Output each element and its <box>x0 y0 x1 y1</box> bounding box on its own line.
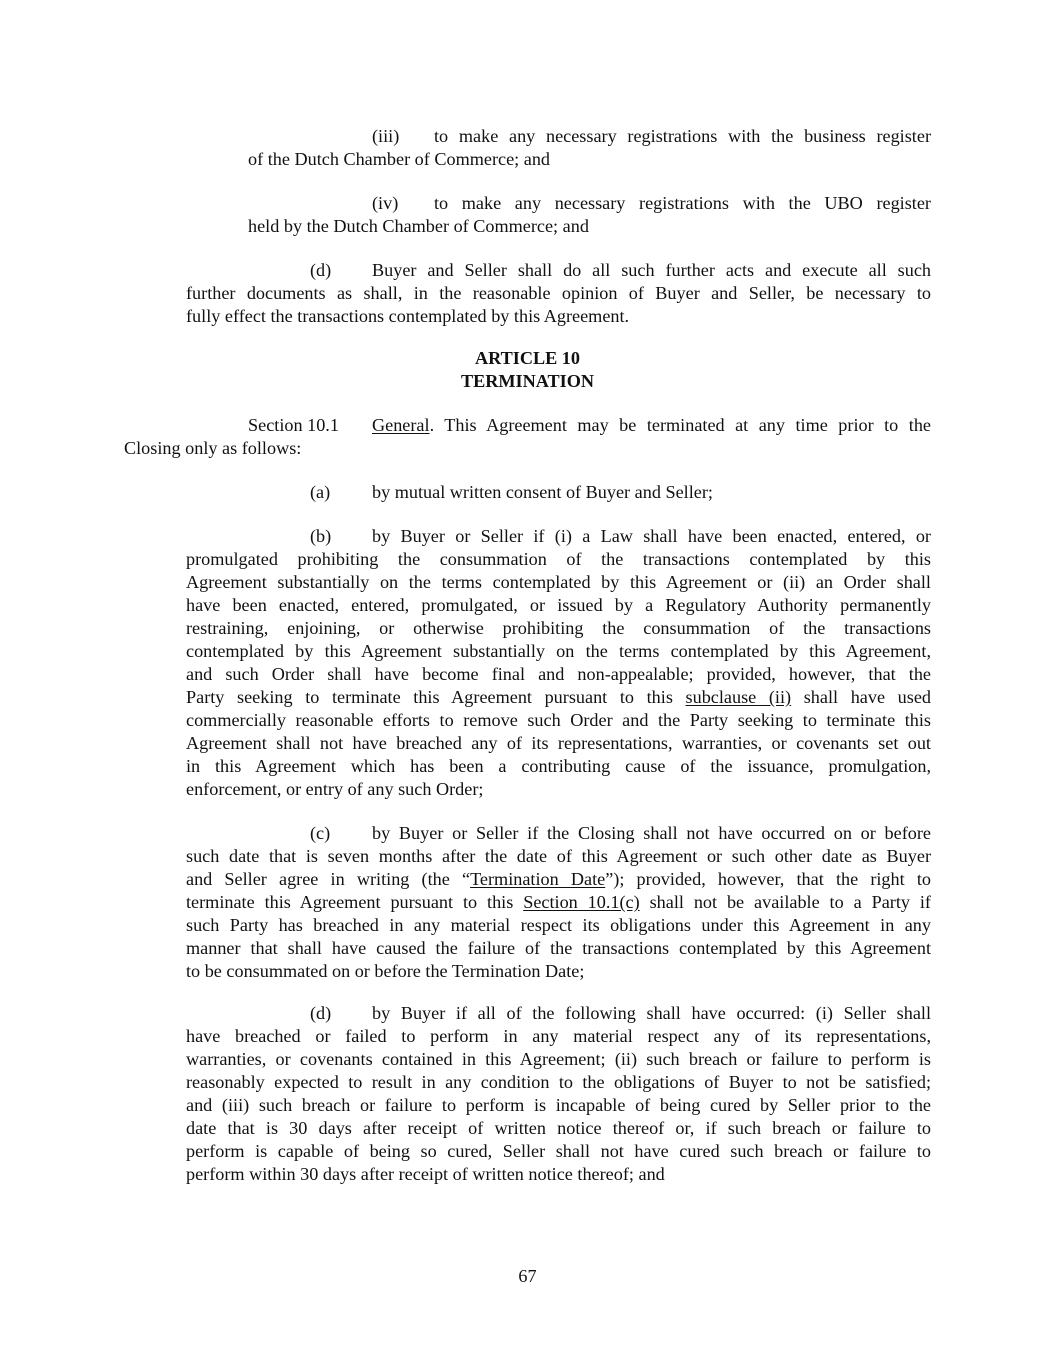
clause-c-line4-pre: terminate this Agreement pursuant to this <box>186 892 524 912</box>
clause-b-line12: enforcement, or entry of any such Order; <box>186 779 484 799</box>
clause-c-line2: such date that is seven months after the date of this Agreement or such other date as Buyer <box>186 846 931 866</box>
clause-b-line7: and such Order shall have become final and non-appealable; provided, however, that the <box>186 664 931 684</box>
clause-label-a: (a) <box>310 482 331 502</box>
clause-b-line1: by Buyer or Seller if (i) a Law shall have been enacted, entered, or <box>372 526 931 546</box>
clause-c-line4 <box>186 891 931 914</box>
item-label-iv: (iv) <box>372 193 399 213</box>
clause-d-line6: date that is 30 days after receipt of written notice thereof or, if such breach or failure to <box>186 1118 931 1138</box>
clause-c-line7: to be consummated on or before the Termination Date; <box>186 961 585 981</box>
clause-b-line3: Agreement substantially on the terms contemplated by this Agreement or (ii) an Order shall <box>186 572 931 592</box>
item-d-prev-line3: fully effect the transactions contemplated by this Agreement. <box>186 306 630 326</box>
item-iv-line1: to make any necessary registrations with the UBO register <box>434 193 931 213</box>
clause-c-line1: by Buyer or Seller if the Closing shall not have occurred on or before <box>372 823 931 843</box>
section-10-1-line2: Closing only as follows: <box>124 438 302 458</box>
article-number: ARTICLE 10 <box>475 348 580 368</box>
item-d-prev-line1: Buyer and Seller shall do all such further acts and execute all such <box>372 260 931 280</box>
clause-label-d: (d) <box>310 1003 332 1023</box>
section-10-1-c-reference: Section 10.1(c) <box>523 892 640 912</box>
clause-d-line4: reasonably expected to result in any condition to the obligations of Buyer to not be satisfied; <box>186 1072 931 1092</box>
section-heading-general: General <box>372 415 430 435</box>
clause-d-line8: perform within 30 days after receipt of written notice thereof; and <box>186 1164 665 1184</box>
clause-b-line8-post: shall have used <box>791 687 931 707</box>
clause-b-line4: have been enacted, entered, promulgated, or issued by a Regulatory Authority permanently <box>186 595 931 615</box>
section-10-1-line1-text: . This Agreement may be terminated at any time prior to the <box>429 415 931 435</box>
clause-b-line6: contemplated by this Agreement substantially on the terms contemplated by this Agreement, <box>186 641 931 661</box>
clause-b-line8-pre: Party seeking to terminate this Agreement pursuant to this <box>186 687 686 707</box>
item-d-prev-line2: further documents as shall, in the reasonable opinion of Buyer and Seller, be necessary to <box>186 283 931 303</box>
clause-label-c: (c) <box>310 823 331 843</box>
clause-b-line2: promulgated prohibiting the consummation of the transactions contemplated by this <box>186 549 931 569</box>
item-iii-line1: to make any necessary registrations with the business register <box>434 126 931 146</box>
clause-c-line3-pre: and Seller agree in writing (the “ <box>186 869 471 889</box>
clause-a-line1: by mutual written consent of Buyer and Seller; <box>372 482 713 502</box>
clause-b-line5: restraining, enjoining, or otherwise prohibiting the consummation of the transactions <box>186 618 931 638</box>
clause-label-b: (b) <box>310 526 332 546</box>
clause-c-line3-post: ”); provided, however, that the right to <box>605 869 931 889</box>
clause-b-line9: commercially reasonable efforts to remove such Order and the Party seeking to terminate this <box>186 710 931 730</box>
clause-d-line1: by Buyer if all of the following shall have occurred: (i) Seller shall <box>372 1003 931 1023</box>
clause-d-line7: perform is capable of being so cured, Seller shall not have cured such breach or failure to <box>186 1141 931 1161</box>
termination-date-term: Termination Date <box>470 869 606 889</box>
item-iv-line2: held by the Dutch Chamber of Commerce; and <box>248 216 589 236</box>
clause-d-line3: warranties, or covenants contained in this Agreement; (ii) such breach or failure to perform is <box>186 1049 931 1069</box>
section-10-1-line1 <box>372 414 931 437</box>
subclause-ii-reference: subclause (ii) <box>685 687 792 707</box>
section-label: Section 10.1 <box>248 415 339 435</box>
item-label-d-prev: (d) <box>310 260 332 280</box>
clause-c-line6: manner that shall have caused the failure of the transactions contemplated by this Agreement <box>186 938 931 958</box>
clause-b-line10: Agreement shall not have breached any of its representations, warranties, or covenants set out <box>186 733 931 753</box>
clause-d-line2: have breached or failed to perform in any material respect any of its representations, <box>186 1026 931 1046</box>
item-iii-line2: of the Dutch Chamber of Commerce; and <box>248 149 551 169</box>
clause-b-line8 <box>186 686 931 709</box>
item-label-iii: (iii) <box>372 126 400 146</box>
clause-c-line5: such Party has breached in any material respect its obligations under this Agreement in any <box>186 915 931 935</box>
clause-c-line4-post: shall not be available to a Party if <box>639 892 931 912</box>
clause-d-line5: and (iii) such breach or failure to perform is incapable of being cured by Seller prior to the <box>186 1095 931 1115</box>
clause-b-line11: in this Agreement which has been a contributing cause of the issuance, promulgation, <box>186 756 931 776</box>
page-number: 67 <box>518 1266 537 1286</box>
clause-c-line3 <box>186 868 931 891</box>
article-title: TERMINATION <box>460 371 595 391</box>
